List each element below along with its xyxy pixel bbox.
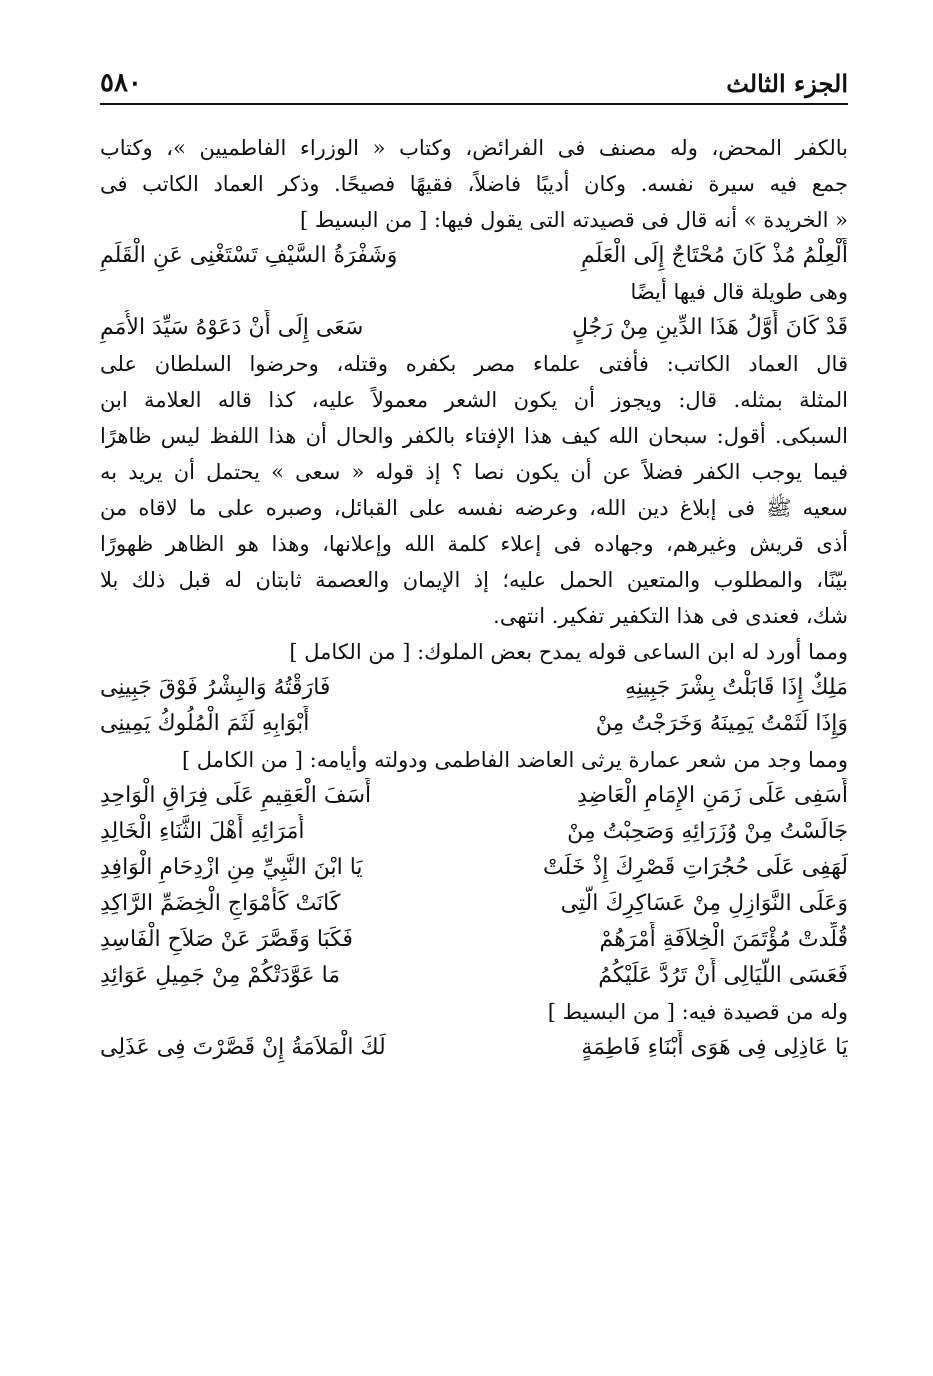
verse-first-hemistich: أَلْعِلْمُ مُذْ كَانَ مُحْتَاجٌ إِلَى الْعَلَمِ xyxy=(580,243,848,268)
prose-line: سعيه ﷺ فى إبلاغ دين الله، وعرضه نفسه على القبائل، وصبره على ما لاقاه من xyxy=(100,496,848,520)
verse-first-hemistich: وَإِذَا لَثَمْتُ يَمِينَهُ وَخَرَجْتُ مِنْ xyxy=(595,711,848,736)
text-body xyxy=(100,130,848,1066)
prose-line: فيما يوجب الكفر فضلاً عن أن يكون نصا ؟ إذ قوله « سعى » يحتمل أن يريد به xyxy=(100,460,848,484)
verse-line xyxy=(100,1030,848,1066)
text-line: ومما أورد له ابن الساعى قوله يمدح بعض الملوك: [ من الكامل ] xyxy=(289,640,848,664)
verse-second-hemistich: فَكَبَا وَقَصَّرَ عَنْ صَلاَحِ الْفَاسِدِ xyxy=(100,927,353,952)
verse-line xyxy=(100,850,848,886)
verse-second-hemistich: وَشَفْرَةُ السَّيْفِ تَسْتَغْنِى عَنِ الْقَلَمِ xyxy=(100,243,398,268)
verse-first-hemistich: وَعَلَى النَّوَازِلِ مِنْ عَسَاكِرِكَ الَّتِى xyxy=(560,891,848,916)
text-line: ومما وجد من شعر عمارة يرثى العاضد الفاطمى ودولته وأيامه: [ من الكامل ] xyxy=(181,748,848,772)
verse-first-hemistich: قَدْ كَانَ أَوَّلُ هَذَا الدِّينِ مِنْ رَجُلٍ xyxy=(572,315,848,340)
verse-second-hemistich: أُمَرَائِهِ أَهْلَ الثَّنَاءِ الْخَالِدِ xyxy=(100,819,305,844)
verse-second-hemistich: لَكَ الْمَلاَمَةُ إِنْ قَصَّرْتَ فِى عَذَلِى xyxy=(100,1035,386,1060)
prose-line: المثلة بمثله. قال: ويجوز أن يكون الشعر معمولاً عليه، كذا قاله العلامة ابن xyxy=(100,388,848,412)
verse-second-hemistich: أَسَفَ الْعَقِيمِ عَلَى فِرَاقِ الْوَاحِدِ xyxy=(100,783,372,808)
prose-line: شك، فعندى فى هذا التكفير تفكير. انتهى. xyxy=(493,604,848,628)
text-line: « الخريدة » أنه قال فى قصيدته التى يقول فيها: [ من البسيط ] xyxy=(300,208,848,232)
verse-second-hemistich: كَانَتْ كَأَمْوَاجِ الْخِضَمِّ الرَّاكِدِ xyxy=(100,891,341,916)
verse-line xyxy=(100,670,848,706)
verse-line xyxy=(100,886,848,922)
verse-line xyxy=(100,958,848,994)
prose-line: بالكفر المحض، وله مصنف فى الفرائض، وكتاب « الوزراء الفاطميين »، وكتاب xyxy=(100,136,848,160)
verse-line xyxy=(100,706,848,742)
verse-line xyxy=(100,922,848,958)
prose-line: بيّنًا، والمطلوب والمتعين الحمل عليه؛ إذ الإيمان والعصمة ثابتان له قبل ذلك بلا xyxy=(100,568,848,592)
prose-line: السبكى. أقول: سبحان الله كيف هذا الإفتاء بالكفر والحال أن هذا اللفظ ليس ظاهرًا xyxy=(100,424,848,448)
verse-first-hemistich: قُلِّدتْ مُؤْتَمَنَ الْخِلاَفَةِ أَمْرَهُمْ xyxy=(599,927,848,952)
verse-first-hemistich: جَالَسْتُ مِنْ وُزَرَائِهِ وَصَحِبْتُ مِنْ xyxy=(567,819,848,844)
verse-first-hemistich: مَلِكٌ إِذَا قَابَلْتُ بِشْرَ جَبِينِهِ xyxy=(624,675,848,700)
verse-line xyxy=(100,814,848,850)
verse-second-hemistich: أَبْوَابِهِ لَثَمَ الْمُلُوكُ يَمِينِى xyxy=(100,711,310,736)
header-rule xyxy=(100,103,848,105)
page-header xyxy=(100,58,848,98)
verse-line xyxy=(100,778,848,814)
verse-first-hemistich: يَا عَاذِلِى فِى هَوَى أَبْنَاءِ فَاطِمَةٍ xyxy=(581,1035,848,1060)
verse-second-hemistich: مَا عَوَّدَتْكُمْ مِنْ جَمِيلِ عَوَائِدِ xyxy=(100,963,341,988)
verse-first-hemistich: فَعَسَى اللَّيَالِى أَنْ تَرُدَّ عَلَيْكُمُ xyxy=(598,963,848,988)
page-number: ٥٨٠ xyxy=(100,68,142,98)
prose-line: قال العماد الكاتب: فأفتى علماء مصر بكفره وقتله، وحرضوا السلطان على xyxy=(100,352,848,376)
running-title: الجزء الثالث xyxy=(726,69,848,98)
prose-line: أذى قريش وغيرهم، وجهاده فى إعلاء كلمة الله وإعلانها، وهذا هو الظاهر ظهورًا xyxy=(100,532,848,556)
verse-line xyxy=(100,238,848,274)
prose-line: جمع فيه سيرة نفسه. وكان أديبًا فاضلاً، فقيهًا فصيحًا. وذكر العماد الكاتب فى xyxy=(100,172,848,196)
verse-first-hemistich: لَهَفِى عَلَى حُجُرَاتِ قَصْرِكَ إِذْ خَلَتْ xyxy=(542,855,848,880)
verse-first-hemistich: أَسَفِى عَلَى زَمَنِ الإِمَامِ الْعَاضِدِ xyxy=(576,783,848,808)
verse-second-hemistich: يَا ابْنَ النَّبِيِّ مِنِ ازْدِحَامِ الْوَافِدِ xyxy=(100,855,363,880)
text-line: وهى طويلة قال فيها أيضًا xyxy=(630,280,848,304)
verse-second-hemistich: سَعَى إِلَى أَنْ دَعَوْهُ سَيِّدَ الأُمَمِ xyxy=(100,315,364,340)
verse-second-hemistich: فَارَقْتُهُ وَالبِشْرُ فَوْقَ جَبِينِى xyxy=(100,675,331,700)
text-line: وله من قصيدة فيه: [ من البسيط ] xyxy=(547,1000,848,1024)
verse-line xyxy=(100,310,848,346)
